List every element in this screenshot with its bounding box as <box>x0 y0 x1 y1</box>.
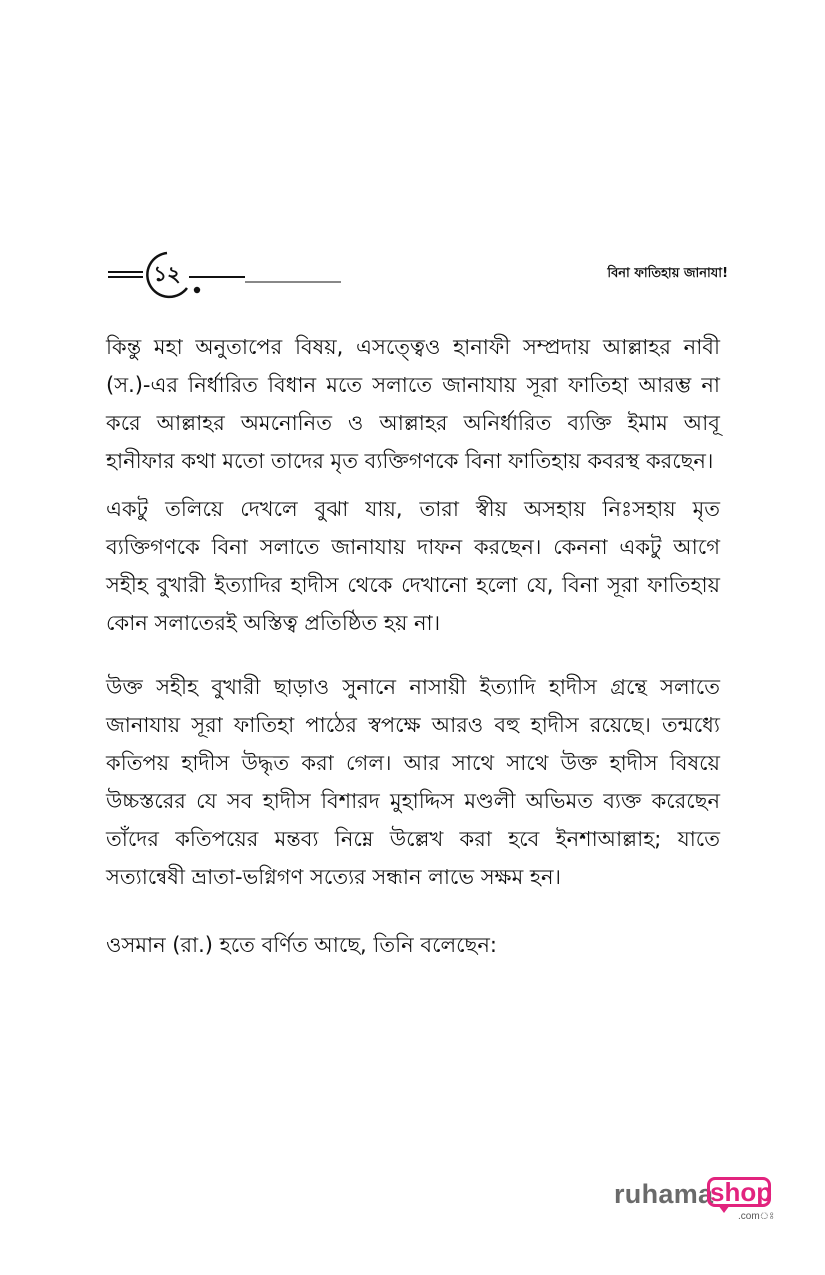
paragraph: একটু তলিয়ে দেখলে বুঝা যায়, তারা স্বীয় অসহায় নিঃসহায় মৃত ব্যক্তিগণকে বিনা সলাতে জানাযায় দাফন করছেন। কেননা একটু আগে সহীহ বুখারী ইত্যাদির হাদীস থেকে দেখানো হলো যে, বিনা সূরা ফাতিহায় কোন সলাতেরই অস্তিত্ব প্রতিষ্ঠিত হয় না। <box>106 497 720 635</box>
ruhamashop-watermark-logo <box>614 1177 784 1225</box>
running-title: বিনা ফাতিহায় জানাযা! <box>607 266 728 281</box>
body-text <box>106 328 720 964</box>
paragraph: কিন্তু মহা অনুতাপের বিষয়, এসত্ত্বেও হানাফী সম্প্রদায় আল্লাহর নাবী (স.)-এর নির্ধারিত বিধান মতে সলাতে জানাযায় সূরা ফাতিহা আরম্ভ না করে আল্লাহর অমনোনিত ও আল্লাহর অনির্ধারিত ব্যক্তি ইমাম আবূ হানীফার কথা মতো তাদের মৃত ব্যক্তিগণকে বিনা ফাতিহায় কবরস্থ করছেন। <box>106 335 720 473</box>
logo-domain-text: .comঃ <box>738 1211 775 1222</box>
logo-ruhama-text: ruhama <box>614 1179 714 1209</box>
logo-shop-bubble <box>707 1177 771 1207</box>
page-header <box>0 240 825 310</box>
ornament-lines <box>105 250 355 300</box>
speech-bubble-tail-icon <box>718 1205 730 1213</box>
logo-shop-text: shop <box>710 1177 773 1207</box>
page-number-ornament <box>105 250 355 300</box>
paragraph: ওসমান (রা.) হতে বর্ণিত আছে, তিনি বলেছেন: <box>106 933 497 957</box>
page-number: ১২ <box>153 262 181 286</box>
paragraph: উক্ত সহীহ বুখারী ছাড়াও সুনানে নাসায়ী ইত্যাদি হাদীস গ্রন্থে সলাতে জানাযায় সূরা ফাতিহা পাঠের স্বপক্ষে আরও বহু হাদীস রয়েছে। তন্মধ্যে কতিপয় হাদীস উদ্ধৃত করা গেল। আর সাথে সাথে উক্ত হাদীস বিষয়ে উচ্চস্তরের যে সব হাদীস বিশারদ মুহাদ্দিস মণ্ডলী অভিমত ব্যক্ত করেছেন তাঁদের কতিপয়ের মন্তব্য নিম্নে উল্লেখ করা হবে ইনশাআল্লাহ; যাতে সত্যান্বেষী ভ্রাতা-ভগ্নিগণ সত্যের সন্ধান লাভে সক্ষম হন। <box>106 675 720 889</box>
